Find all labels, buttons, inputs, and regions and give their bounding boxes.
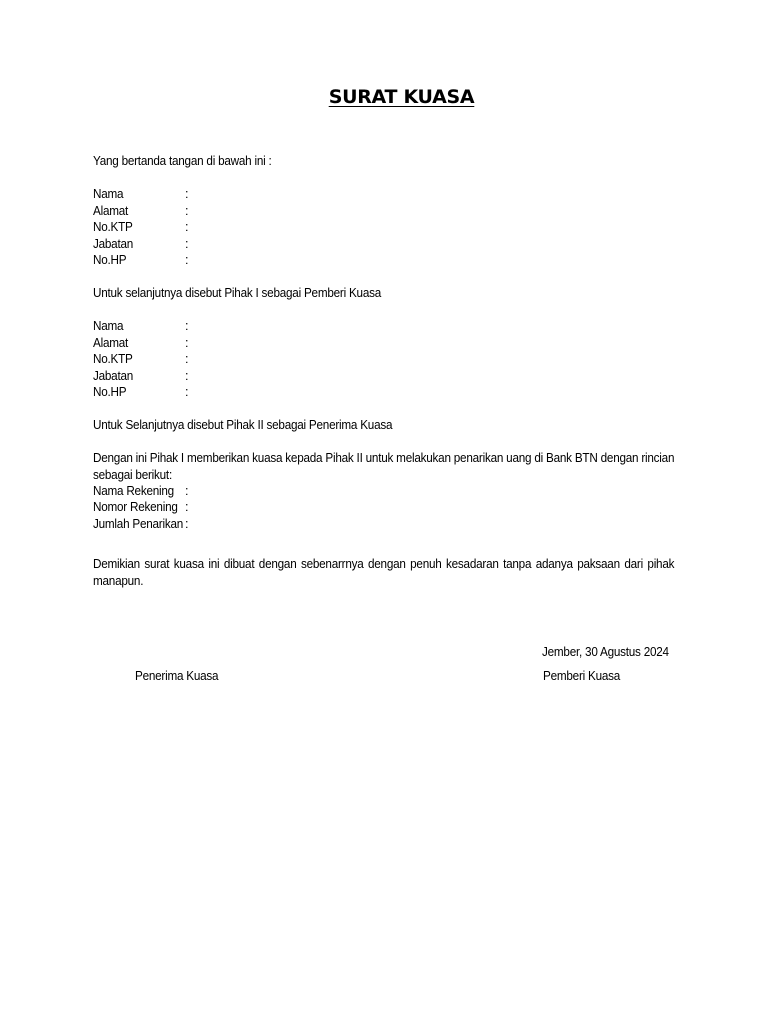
- field-label: Nama Rekening: [93, 483, 174, 498]
- field-colon: :: [185, 203, 189, 218]
- signature-right-label: Pemberi Kuasa: [543, 669, 621, 683]
- field-label: Jumlah Penarikan: [93, 516, 184, 531]
- field-label: Nomor Rekening: [93, 500, 178, 514]
- party1-designation: Untuk selanjutnya disebut Pihak I sebagai Pemberi Kuasa: [93, 286, 382, 300]
- field-label: No.KTP: [93, 220, 133, 234]
- field-label: No.HP: [93, 385, 127, 399]
- field-colon: :: [185, 253, 189, 267]
- field-label: Alamat: [93, 335, 129, 350]
- field-colon: :: [185, 352, 189, 366]
- intro-text: Yang bertanda tangan di bawah ini :: [93, 154, 272, 168]
- field-colon: :: [185, 500, 189, 514]
- field-colon: :: [185, 187, 189, 201]
- field-label: No.HP: [93, 253, 127, 267]
- field-colon: :: [185, 483, 189, 498]
- field-colon: :: [185, 220, 189, 234]
- field-colon: :: [185, 385, 189, 399]
- field-colon: :: [185, 516, 189, 531]
- closing-text: Demikian surat kuasa ini dibuat dengan sebenarrnya dengan penuh kesadaran tanpa adanya paksaan dari pihak manapun.: [93, 557, 675, 588]
- field-colon: :: [185, 319, 189, 333]
- field-label: Nama: [93, 319, 124, 333]
- field-colon: :: [185, 368, 189, 383]
- authorization-text: Dengan ini Pihak I memberikan kuasa kepada Pihak II untuk melakukan penarikan uang di Bank BTN dengan rincian sebagai berikut:: [93, 451, 675, 482]
- field-colon: :: [185, 236, 189, 251]
- field-label: Nama: [93, 187, 124, 201]
- field-label: No.KTP: [93, 352, 133, 366]
- party2-designation: Untuk Selanjutnya disebut Pihak II sebagai Penerima Kuasa: [93, 418, 393, 432]
- document-title: SURAT KUASA: [328, 86, 475, 108]
- field-colon: :: [185, 335, 189, 350]
- place-date: Jember, 30 Agustus 2024: [542, 645, 669, 659]
- field-label: Alamat: [93, 203, 129, 218]
- signature-left-label: Penerima Kuasa: [135, 669, 219, 683]
- field-label: Jabatan: [93, 236, 134, 251]
- field-label: Jabatan: [93, 368, 134, 383]
